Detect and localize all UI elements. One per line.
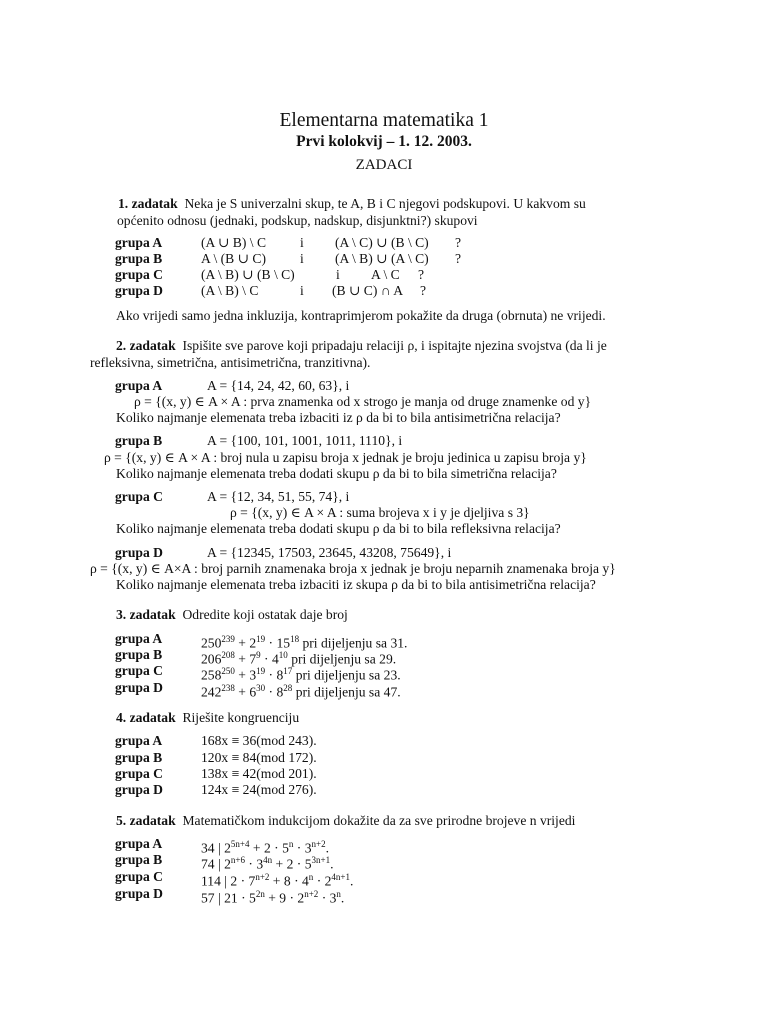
task2-group-c-label: grupa C bbox=[115, 489, 163, 504]
document-title: Elementarna matematika 1 bbox=[279, 110, 489, 131]
task5-intro bbox=[116, 812, 575, 829]
task1-group-c-right: A \ C bbox=[371, 267, 400, 282]
task1-group-c-label: grupa C bbox=[115, 267, 163, 282]
task3-intro-text: Odredite koji ostatak daje broj bbox=[182, 607, 348, 622]
task4-intro bbox=[116, 709, 299, 726]
task3-group-a-expr: $250^{239} + 2^{19} \cdot 15^{18}$ pri dijeljenju sa 31. bbox=[201, 634, 408, 651]
task1-group-b-right: (A \ B) ∪ (A \ C) bbox=[335, 251, 429, 266]
task1-group-d-right: (B ∪ C) ∩ A bbox=[332, 283, 404, 298]
task2-group-d-set: A = {12345, 17503, 23645, 43208, 75649}, i bbox=[207, 545, 452, 560]
task5-intro-text: Matematičkom indukcijom dokažite da za sve prirodne brojeve n vrijedi bbox=[182, 813, 576, 828]
task1-group-a-label: grupa A bbox=[115, 235, 163, 250]
task1-label: 1. zadatak bbox=[118, 196, 178, 211]
task4-intro-text: Riješite kongruenciju bbox=[182, 710, 300, 725]
task3-group-d-label: grupa D bbox=[115, 680, 163, 695]
task2-group-b-relation: ρ = {(x, y) ∈ A × A : broj nula u zapisu broja x jednak je broju jedinica u zapisu broja y} bbox=[104, 450, 587, 465]
task4-group-c-label: grupa C bbox=[115, 766, 163, 781]
task1-group-b-left: A \ (B ∪ C) bbox=[201, 251, 267, 266]
task5-group-c-expr: 114 | $2 \cdot 7^{n+2} + 8 \cdot 4^n \cdot 2^{4n+1}$. bbox=[201, 872, 354, 889]
task4-group-a-expr: 168x ≡ 36(mod 243). bbox=[201, 733, 317, 748]
task1-group-d-mid: i bbox=[300, 283, 304, 298]
task5-group-d-label: grupa D bbox=[115, 886, 163, 901]
task2-label: 2. zadatak bbox=[116, 338, 176, 353]
task4-group-a-label: grupa A bbox=[115, 733, 163, 748]
task2-group-c-question: Koliko najmanje elemenata treba dodati skupu ρ da bi to bila refleksivna relacija? bbox=[116, 521, 561, 536]
task4-group-d-label: grupa D bbox=[115, 782, 163, 797]
task2-group-c-set: A = {12, 34, 51, 55, 74}, i bbox=[207, 489, 350, 504]
document-subtitle: Prvi kolokvij – 1. 12. 2003. bbox=[296, 133, 472, 150]
task2-group-d-label: grupa D bbox=[115, 545, 163, 560]
task2-group-c-relation: ρ = {(x, y) ∈ A × A : suma brojeva x i y je djeljiva s 3} bbox=[230, 505, 530, 520]
task5-group-a-expr: 34 | $2^{5n+4} + 2 \cdot 5^n \cdot 3^{n+2}$. bbox=[201, 839, 329, 856]
task1-group-c-mid: i bbox=[336, 267, 340, 282]
task3-group-a-label: grupa A bbox=[115, 631, 163, 646]
task3-group-b-expr: $206^{208} + 7^9 \cdot 4^{10}$ pri dijeljenju sa 29. bbox=[201, 650, 397, 667]
task1-intro-line1 bbox=[118, 195, 586, 212]
task1-group-c-q: ? bbox=[418, 267, 425, 282]
task2-group-d-relation: ρ = {(x, y) ∈ A×A : broj parnih znamenaka broja x jednak je broju neparnih znamenaka broja y} bbox=[90, 561, 616, 576]
task1-group-b-q: ? bbox=[455, 251, 462, 266]
task2-group-b-question: Koliko najmanje elemenata treba dodati skupu ρ da bi to bila simetrična relacija? bbox=[116, 466, 557, 481]
task1-intro-text: Neka je S univerzalni skup, te A, B i C njegovi podskupovi. U kakvom su bbox=[184, 196, 586, 211]
task1-footer: Ako vrijedi samo jedna inkluzija, kontraprimjerom pokažite da druga (obrnuta) ne vrijedi. bbox=[116, 308, 606, 323]
task3-group-c-expr: $258^{250} + 3^{19} \cdot 8^{17}$ pri dijeljenju sa 23. bbox=[201, 666, 401, 683]
task1-group-a-mid: i bbox=[300, 235, 304, 250]
task1-group-b-label: grupa B bbox=[115, 251, 163, 266]
task5-group-d-expr: 57 | $21 \cdot 5^{2n} + 9 \cdot 2^{n+2} \cdot 3^n$. bbox=[201, 889, 345, 906]
task5-group-b-label: grupa B bbox=[115, 852, 163, 867]
task5-label: 5. zadatak bbox=[116, 813, 176, 828]
task2-intro-line1 bbox=[116, 337, 607, 354]
task4-group-c-expr: 138x ≡ 42(mod 201). bbox=[201, 766, 317, 781]
task2-intro-line2: refleksivna, simetrična, antisimetrična, tranzitivna). bbox=[90, 355, 371, 370]
task4-group-b-label: grupa B bbox=[115, 750, 163, 765]
task3-group-b-label: grupa B bbox=[115, 647, 163, 662]
task3-label: 3. zadatak bbox=[116, 607, 176, 622]
task4-group-d-expr: 124x ≡ 24(mod 276). bbox=[201, 782, 317, 797]
task2-group-a-label: grupa A bbox=[115, 378, 163, 393]
task1-group-c-left: (A \ B) ∪ (B \ C) bbox=[201, 267, 295, 282]
task1-group-d-q: ? bbox=[420, 283, 427, 298]
task3-group-d-expr: $242^{238} + 6^{30} \cdot 8^{28}$ pri dijeljenju sa 47. bbox=[201, 683, 401, 700]
task5-group-b-expr: 74 | $2^{n+6} \cdot 3^{4n} + 2 \cdot 5^{3n+1}$. bbox=[201, 855, 334, 872]
task3-intro bbox=[116, 606, 348, 623]
task2-group-b-set: A = {100, 101, 1001, 1011, 1110}, i bbox=[207, 433, 403, 448]
task4-group-b-expr: 120x ≡ 84(mod 172). bbox=[201, 750, 317, 765]
task2-group-d-question: Koliko najmanje elemenata treba izbaciti iz skupa ρ da bi to bila antisimetrična relacija? bbox=[116, 577, 596, 592]
task4-label: 4. zadatak bbox=[116, 710, 176, 725]
task1-group-d-left: (A \ B) \ C bbox=[201, 283, 259, 298]
task2-group-a-set: A = {14, 24, 42, 60, 63}, i bbox=[207, 378, 350, 393]
task1-group-a-left: (A ∪ B) \ C bbox=[201, 235, 267, 250]
task2-group-a-relation: ρ = {(x, y) ∈ A × A : prva znamenka od x strogo je manja od druge znamenke od y} bbox=[134, 394, 592, 409]
task1-group-a-right: (A \ C) ∪ (B \ C) bbox=[335, 235, 429, 250]
task1-group-d-label: grupa D bbox=[115, 283, 163, 298]
task5-group-a-label: grupa A bbox=[115, 836, 163, 851]
task2-group-b-label: grupa B bbox=[115, 433, 163, 448]
section-heading: ZADACI bbox=[355, 157, 413, 173]
task1-group-a-q: ? bbox=[455, 235, 462, 250]
task1-intro-line2: općenito odnosu (jednaki, podskup, nadskup, disjunktni?) skupovi bbox=[117, 213, 478, 228]
task2-group-a-question: Koliko najmanje elemenata treba izbaciti iz ρ da bi to bila antisimetrična relacija? bbox=[116, 410, 561, 425]
task2-intro-text: Ispišite sve parove koji pripadaju relaciji ρ, i ispitajte njezina svojstva (da li je bbox=[182, 338, 607, 353]
task3-group-c-label: grupa C bbox=[115, 663, 163, 678]
task1-group-b-mid: i bbox=[300, 251, 304, 266]
task5-group-c-label: grupa C bbox=[115, 869, 163, 884]
